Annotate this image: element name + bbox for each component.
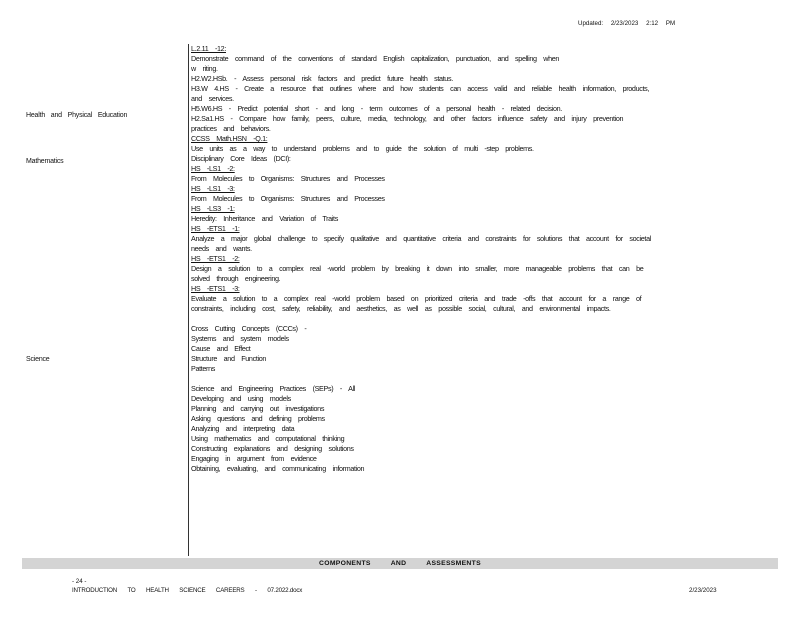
standard-text: w riting. [191,64,218,73]
standard-text: Engaging in argument from evidence [191,454,317,463]
standard-text: Analyzing and interpreting data [191,424,295,433]
standard-text: Demonstrate command of the conventions of standard English capitalization, punctuation, and spelling when [191,54,560,63]
standard-code: L.2.11 -12: [191,44,226,53]
standard-code: HS -LS1 -2: [191,164,235,173]
standard-text: Cause and Effect [191,344,251,353]
page-number: - 24 - [72,578,87,585]
standard-text: solved through engineering. [191,274,281,283]
standard-text: Systems and system models [191,334,289,343]
standard-text: Cross Cutting Concepts (CCCs) - [191,324,307,333]
standard-text: needs and wants. [191,244,252,253]
subject-mathematics: Mathematics [26,158,64,165]
standard-code: HS -ETS1 -2: [191,254,240,263]
standard-code: HS -LS3 -1: [191,204,235,213]
standard-text: Developing and using models [191,394,291,403]
updated-timestamp: Updated: 2/23/2023 2:12 PM [578,20,676,27]
spacer [191,314,791,324]
section-bar: COMPONENTS AND ASSESSMENTS [22,558,778,569]
standard-text: Analyze a major global challenge to specify qualitative and quantitative criteria and constraints for solutions that account for societal [191,234,651,243]
standard-text: and services. [191,94,234,103]
standard-text: Evaluate a solution to a complex real -world problem based on prioritized criteria and trade -offs that account for a range of [191,294,642,303]
standard-text: H3.W 4.HS - Create a resource that outlines where and how students can access valid and reliable health information, products, [191,84,650,93]
standard-code: CCSS Math.HSN -Q.1: [191,134,268,143]
footer-document-name: INTRODUCTION TO HEALTH SCIENCE CAREERS - 07.2022.docx [72,587,303,594]
standard-text: From Molecules to Organisms: Structures and Processes [191,174,385,183]
column-divider [188,44,189,556]
subject-science: Science [26,356,50,363]
standard-text: Using mathematics and computational thinking [191,434,345,443]
standard-text: Disciplinary Core Ideas (DCI): [191,154,291,163]
standard-text: practices and behaviors. [191,124,271,133]
subject-health: Health and Physical Education [26,112,128,119]
standard-code: HS -LS1 -3: [191,184,235,193]
standard-text: Structure and Function [191,354,267,363]
standard-text: Patterns [191,364,215,373]
standard-text: Heredity: Inheritance and Variation of Traits [191,214,338,223]
standard-text: Planning and carrying out investigations [191,404,325,413]
standard-text: constraints, including cost, safety, reliability, and aesthetics, as well as possible social, cultural, and environmental impacts. [191,304,611,313]
standard-text: From Molecules to Organisms: Structures and Processes [191,194,385,203]
standard-code: HS -ETS1 -3: [191,284,240,293]
standard-text: Science and Engineering Practices (SEPs) - All [191,384,356,393]
spacer [191,374,791,384]
standard-text: H2.Sa1.HS - Compare how family, peers, culture, media, technology, and other factors influence safety and injury prevention [191,114,624,123]
standard-text: Asking questions and defining problems [191,414,325,423]
standard-text: Design a solution to a complex real -world problem by breaking it down into smaller, more manageable problems that can be [191,264,644,273]
footer-date: 2/23/2023 [689,587,717,594]
standards-content [191,44,791,474]
standard-text: Use units as a way to understand problems and to guide the solution of multi -step problems. [191,144,534,153]
standard-code: HS -ETS1 -1: [191,224,240,233]
standard-text: H2.W2.HSb. - Assess personal risk factors and predict future health status. [191,74,453,83]
standard-text: H5.W6.HS - Predict potential short - and long - term outcomes of a personal health - related decision. [191,104,562,113]
standard-text: Obtaining, evaluating, and communicating information [191,464,365,473]
standard-text: Constructing explanations and designing solutions [191,444,354,453]
